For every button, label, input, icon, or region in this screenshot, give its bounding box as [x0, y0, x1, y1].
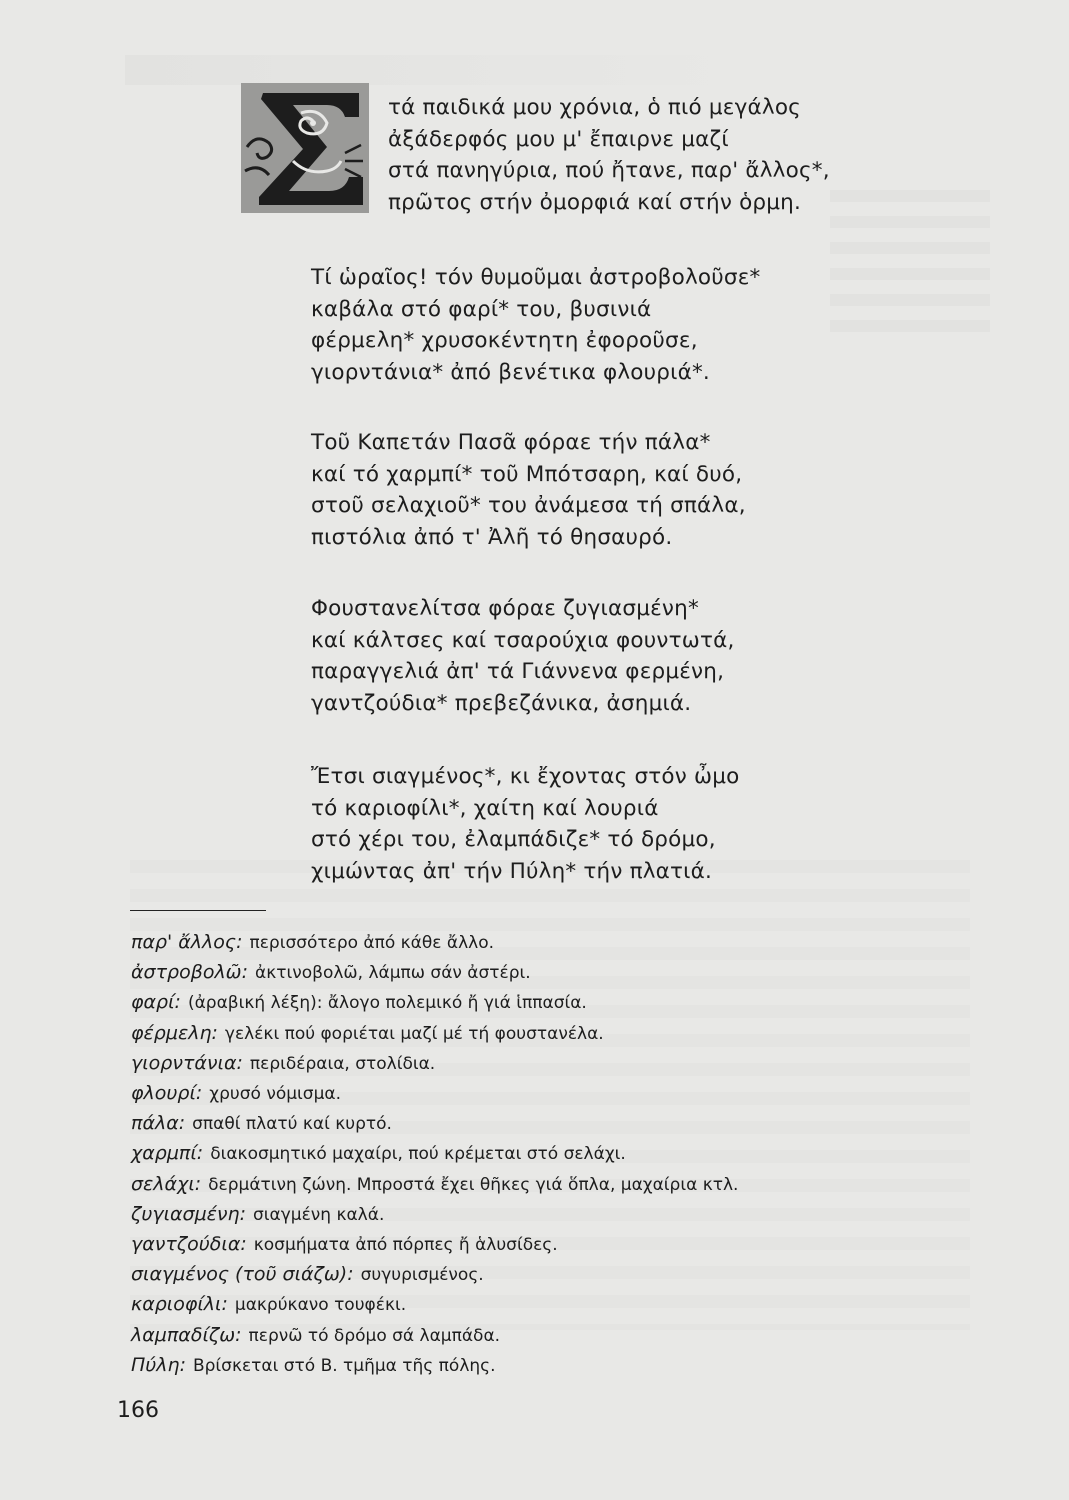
- verse-line: φέρμελη* χρυσοκέντητη ἐφοροῦσε,: [311, 328, 698, 353]
- glossary-entry: [131, 988, 931, 1018]
- glossary-term: ζυγιασμένη:: [131, 1202, 246, 1225]
- glossary-definition: ἀκτινοβολῶ, λάμπω σάν ἀστέρι.: [255, 963, 531, 984]
- glossary-term: καριοφίλι:: [131, 1293, 228, 1316]
- verse-line: πρῶτος στήν ὀμορφιά καί στήν ὁρμη.: [388, 189, 802, 215]
- footnote-divider: [130, 910, 266, 911]
- glossary-term: φαρί:: [131, 991, 181, 1014]
- verse-line: στοῦ σελαχιοῦ* του ἀνάμεσα τή σπάλα,: [311, 493, 746, 518]
- glossary-term: πάλα:: [131, 1112, 186, 1135]
- sigma-ornament-icon: [241, 83, 369, 213]
- page-number: 166: [117, 1398, 159, 1423]
- glossary-entry: [131, 1019, 931, 1049]
- glossary-definition: περνῶ τό δρόμο σά λαμπάδα.: [248, 1325, 501, 1346]
- verse-line: καβάλα στό φαρί* του, βυσινιά: [311, 296, 652, 322]
- verse-line: Ἔτσι σιαγμένος*, κι ἔχοντας στόν ὦμο: [311, 764, 740, 789]
- glossary-term: Πύλη:: [131, 1353, 186, 1376]
- verse-line: στά πανηγύρια, πού ἤτανε, παρ' ἄλλος*,: [388, 158, 830, 183]
- glossary-definition: χρυσό νόμισμα.: [209, 1084, 341, 1105]
- verse-line: στό χέρι του, ἐλαμπάδιζε* τό δρόμο,: [311, 827, 716, 852]
- glossary-definition: (ἀραβική λέξη): ἄλογο πολεμικό ἤ γιά ἱππασία.: [187, 993, 587, 1014]
- verse-line: τά παιδικά μου χρόνια, ὁ πιό μεγάλος: [388, 95, 801, 120]
- glossary-definition: δερμάτινη ζώνη. Μπροστά ἔχει θῆκες γιά ὅπλα, μαχαίρια κτλ.: [208, 1174, 739, 1195]
- stanza-1: [388, 92, 830, 218]
- stanza-2: [311, 262, 760, 388]
- glossary-definition: μακρύκανο τουφέκι.: [234, 1295, 407, 1316]
- glossary-definition: γελέκι πού φοριέται μαζί μέ τή φουστανέλα.: [224, 1023, 604, 1044]
- glossary-term: φλουρί:: [131, 1082, 203, 1105]
- glossary-entry: [131, 1109, 931, 1139]
- verse-line: καί τό χαρμπί* τοῦ Μπότσαρη, καί δυό,: [311, 461, 743, 487]
- glossary-definition: κοσμήματα ἀπό πόρπες ἤ ἁλυσίδες.: [253, 1235, 558, 1256]
- stanza-3: [311, 427, 746, 553]
- glossary-entry: [131, 1079, 931, 1109]
- verse-line: Φουστανελίτσα φόραε ζυγιασμένη*: [311, 596, 699, 621]
- decorated-drop-cap: [241, 83, 369, 213]
- glossary-term: ἀστροβολῶ:: [131, 961, 248, 984]
- glossary-entry: [131, 958, 931, 988]
- glossary-definition: Βρίσκεται στό Β. τμῆμα τῆς πόλης.: [192, 1355, 496, 1376]
- glossary-entry: [131, 1260, 931, 1290]
- verse-line: γαντζούδια* πρεβεζάνικα, ἀσημιά.: [311, 690, 692, 716]
- glossary-term: σελάχι:: [131, 1172, 202, 1195]
- glossary-entry: [131, 1049, 931, 1079]
- glossary-entry: [131, 1170, 931, 1200]
- glossary-definition: περιδέραια, στολίδια.: [249, 1053, 436, 1074]
- glossary-definition: σιαγμένη καλά.: [252, 1204, 385, 1225]
- verse-line: γιορντάνια* ἀπό βενέτικα φλουριά*.: [311, 359, 710, 385]
- glossary-entry: [131, 1200, 931, 1230]
- verse-line: Τοῦ Καπετάν Πασᾶ φόραε τήν πάλα*: [311, 430, 711, 455]
- verse-line: καί κάλτσες καί τσαρούχια φουντωτά,: [311, 627, 735, 653]
- glossary-definition: περισσότερο ἀπό κάθε ἄλλο.: [249, 933, 495, 953]
- glossary-term: χαρμπί:: [131, 1142, 204, 1165]
- glossary-term: παρ' ἄλλος:: [131, 931, 243, 953]
- verse-line: ἀξάδερφός μου μ' ἔπαιρνε μαζί: [388, 126, 729, 152]
- verse-line: πιστόλια ἀπό τ' Ἀλῆ τό θησαυρό.: [311, 524, 673, 550]
- glossary-term: γαντζούδια:: [131, 1233, 247, 1256]
- verse-line: χιμώντας ἀπ' τήν Πύλη* τήν πλατιά.: [311, 858, 713, 884]
- glossary-definition: συγυρισμένος.: [360, 1265, 484, 1286]
- glossary-entry: [131, 1321, 931, 1351]
- glossary-entry: [131, 1351, 931, 1381]
- glossary-entry: [131, 1230, 931, 1260]
- verse-line: παραγγελιά ἀπ' τά Γιάννενα φερμένη,: [311, 659, 725, 684]
- glossary-term: γιορντάνια:: [131, 1051, 243, 1074]
- glossary-entry: [131, 1290, 931, 1320]
- verse-line: τό καριοφίλι*, χαίτη καί λουριά: [311, 795, 659, 821]
- glossary-definition: διακοσμητικό μαχαίρι, πού κρέμεται στό σελάχι.: [210, 1144, 626, 1165]
- glossary-term: φέρμελη:: [131, 1021, 218, 1044]
- verse-line: Τί ὡραῖος! τόν θυμοῦμαι ἀστροβολοῦσε*: [311, 265, 761, 290]
- glossary-term: λαμπαδίζω:: [131, 1323, 242, 1346]
- glossary-definition: σπαθί πλατύ καί κυρτό.: [192, 1114, 392, 1135]
- glossary-term: σιαγμένος (τοῦ σιάζω):: [131, 1263, 354, 1286]
- glossary-entry: [131, 1139, 931, 1169]
- stanza-5: [311, 761, 739, 887]
- glossary-entry: [131, 928, 931, 958]
- glossary: [131, 928, 931, 1381]
- stanza-4: [311, 593, 735, 719]
